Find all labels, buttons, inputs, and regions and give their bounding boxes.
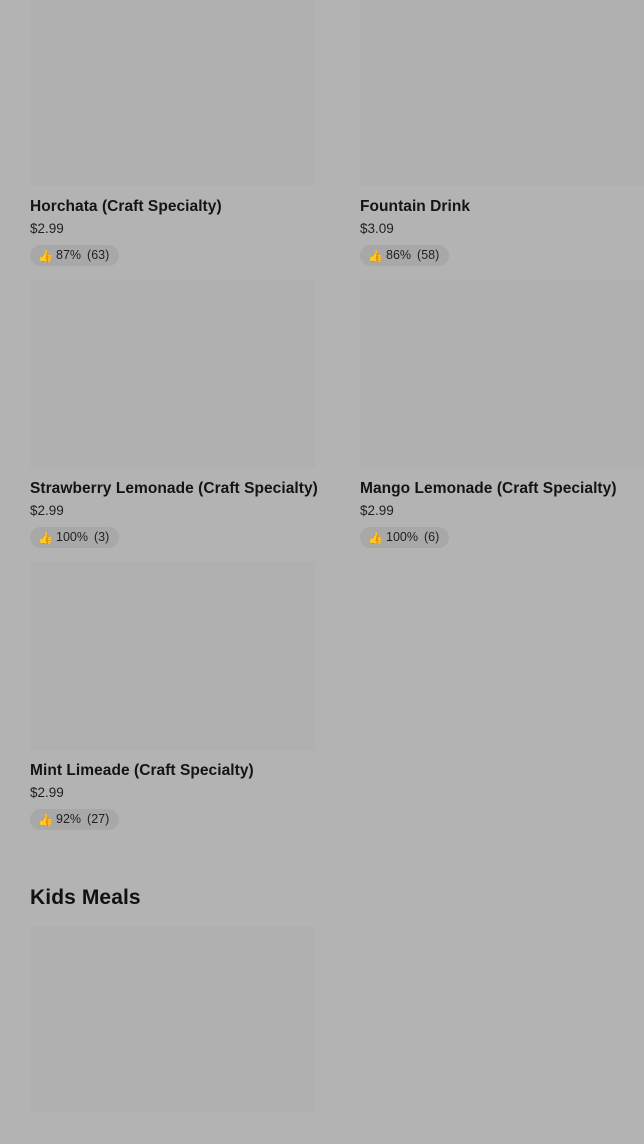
thumbs-up-icon: 👍 — [368, 530, 383, 545]
menu-item-price: $3.09 — [360, 221, 394, 236]
menu-item-photo[interactable] — [360, 280, 644, 468]
menu-item-rating-badge — [30, 809, 119, 830]
menu-item-card[interactable] — [30, 0, 337, 266]
rating-percent: 87% — [56, 248, 82, 262]
rating-percent: 100% — [386, 530, 418, 544]
menu-item-photo[interactable] — [30, 562, 315, 750]
menu-item-title: Horchata (Craft Specialty) — [30, 198, 222, 215]
menu-item-photo[interactable] — [30, 280, 315, 468]
rating-percent: 92% — [56, 812, 82, 826]
menu-item-price: $2.99 — [30, 221, 64, 236]
menu-item-photo[interactable] — [30, 926, 315, 1112]
kids-meals-item-grid — [0, 926, 644, 1126]
menu-item-rating-badge — [360, 527, 449, 548]
thumbs-up-icon: 👍 — [38, 248, 53, 263]
section-heading-kids-meals: Kids Meals — [30, 886, 141, 909]
rating-count: (27) — [87, 812, 110, 826]
rating-count: (58) — [417, 248, 440, 262]
thumbs-up-icon: 👍 — [38, 812, 53, 827]
thumbs-up-icon: 👍 — [38, 530, 53, 545]
rating-count: (6) — [423, 530, 440, 544]
menu-item-title: Mango Lemonade (Craft Specialty) — [360, 480, 617, 497]
rating-count: (3) — [93, 530, 110, 544]
menu-item-rating-badge — [30, 245, 119, 266]
menu-item-price: $2.99 — [30, 785, 64, 800]
menu-item-rating-badge — [360, 245, 449, 266]
menu-item-price: $2.99 — [30, 503, 64, 518]
rating-percent: 100% — [56, 530, 88, 544]
menu-item-card[interactable] — [30, 280, 337, 548]
menu-item-card[interactable] — [360, 280, 644, 548]
menu-item-card[interactable] — [30, 562, 337, 830]
menu-item-card[interactable] — [360, 0, 644, 266]
menu-item-title: Fountain Drink — [360, 198, 471, 215]
menu-item-rating-badge — [30, 527, 119, 548]
rating-count: (63) — [87, 248, 110, 262]
menu-item-photo[interactable] — [30, 0, 315, 186]
menu-item-price: $2.99 — [360, 503, 394, 518]
rating-percent: 86% — [386, 248, 412, 262]
menu-item-title: Mint Limeade (Craft Specialty) — [30, 762, 254, 779]
menu-item-card[interactable] — [30, 926, 337, 1112]
menu-item-photo[interactable] — [360, 0, 644, 186]
thumbs-up-icon: 👍 — [368, 248, 383, 263]
menu-item-title: Strawberry Lemonade (Craft Specialty) — [30, 480, 318, 497]
